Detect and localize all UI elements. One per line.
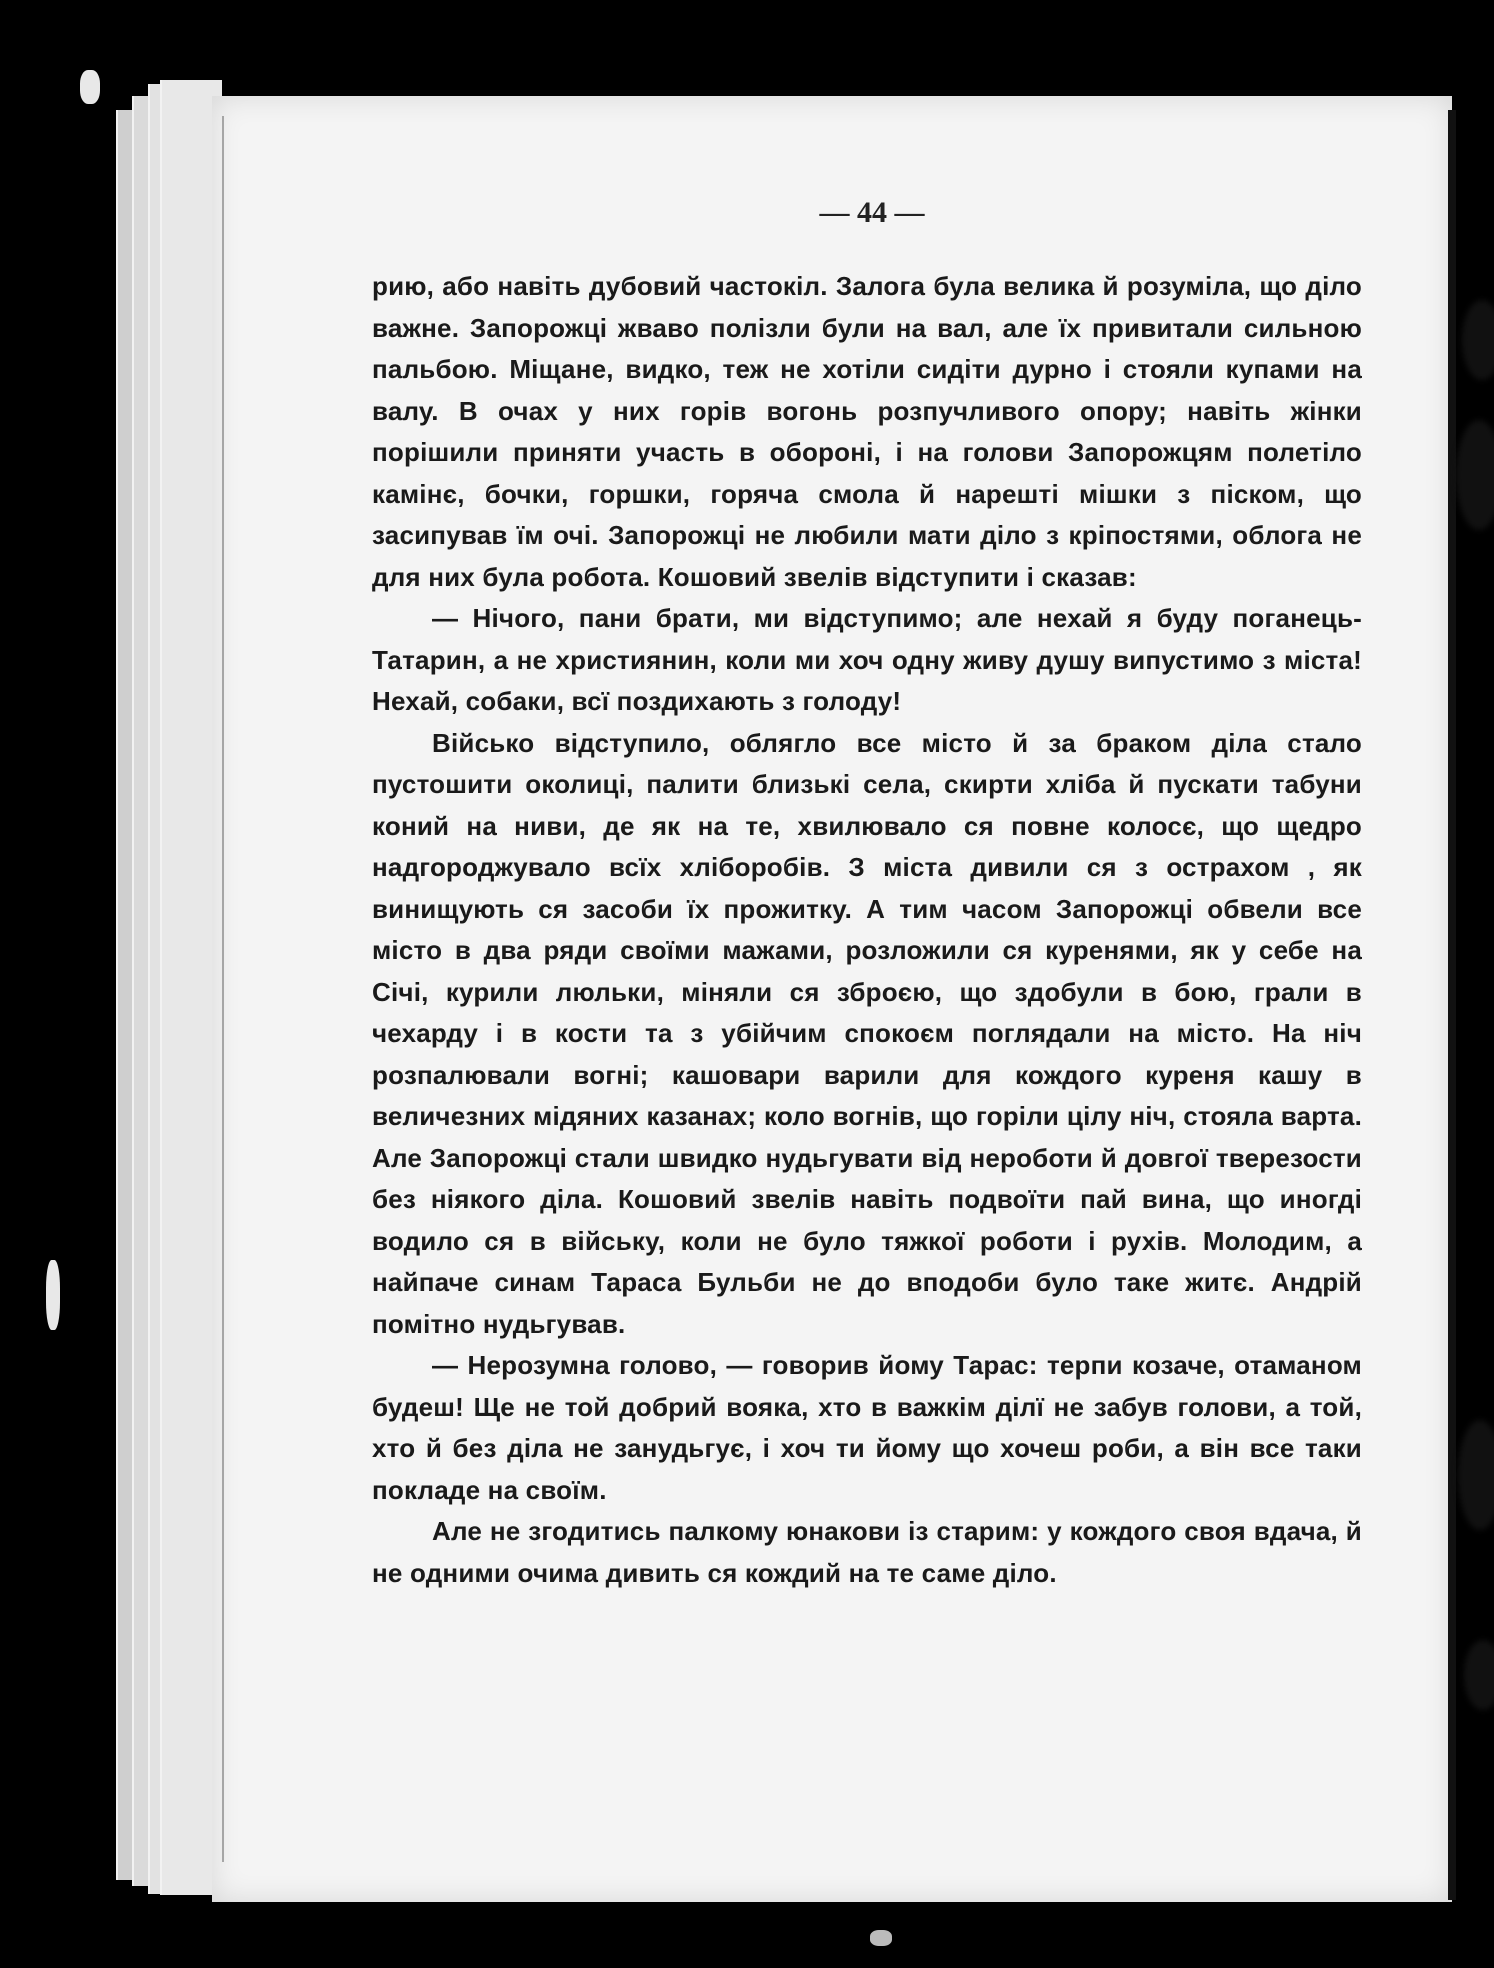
paragraph: рию, або навіть дубовий частокіл. Залога була велика й розуміла, що діло важне. Запорожці жваво полізли були на вал, але їх привитали сильною пальбою. Міщане, видко, теж не хотіли сидіти дурно і стояли купами на валу. В очах у них горів вогонь розпучливого опору; навіть жінки порішили приняти участь в обороні, і на голови Запорожцям полетіло камінє, бочки, горшки, горяча смола й нарешті мішки з піском, що засипував їм очі. Запорожці не любили мати діло з кріпостями, облога не для них була робота. Кошовий звелів відступити і сказав: bbox=[372, 271, 1362, 592]
scan-speck bbox=[46, 1260, 60, 1330]
page-number: — 44 — bbox=[819, 196, 925, 229]
paragraph: — Нічого, пани брати, ми відступимо; але нехай я буду поганець-Татарин, а не християнин, коли ми хоч одну живу душу випустимо з міста! Нехай, собаки, всї поздихають з голоду! bbox=[372, 603, 1362, 716]
paragraph: — Нерозумна голово, — говорив йому Тарас: терпи козаче, отаманом будеш! Ще не той добрий вояка, хто в важкім ділї не забув голови, а той, хто й без діла не занудьгує, і хоч ти йому що хочеш роби, а він все таки покладе на своїм. bbox=[372, 1350, 1362, 1505]
ink-blot bbox=[1462, 300, 1494, 380]
paragraph: Але не згодитись палкому юнакови із старим: у кождого своя вдача, й не одними очима дивить ся кождий на те саме діло. bbox=[372, 1516, 1362, 1588]
ink-blot bbox=[1464, 1640, 1494, 1710]
binding-shadow bbox=[1448, 110, 1456, 1900]
paragraph: Військо відступило, облягло все місто й за браком діла стало пустошити околиці, палити близькі села, скирти хліба й пускати табуни коний на ниви, де як на те, хвилювало ся повне колосє, що щедро надгороджувало всїх хліборобів. З міста дивили ся з острахом , як винищують ся засоби їх прожитку. А тим часом Запорожці обвели все місто в два ряди своїми мажами, розложили ся куренями, як у себе на Січі, курили люльки, міняли ся зброєю, що здобули в бою, грали в чехарду і в кости та з убійчим спокоєм поглядали на місто. На ніч розпалювали вогні; кашовари варили для кождого куреня кашу в величезних мідяних казанах; коло вогнів, що горіли цілу ніч, стояла варта. Але Запорожці стали швидко нудьгувати від нероботи й довгої тверезости без ніякого діла. Кошовий звелів навіть подвоїти пай вина, що иногді водило ся в війську, коли не було тяжкої роботи і рухів. Молодим, а найпаче синам Тараса Бульби не до вподоби було таке житє. Андрій помітно нудьгував. bbox=[372, 727, 1362, 1339]
book-page bbox=[212, 96, 1452, 1902]
scan-speck bbox=[80, 70, 100, 104]
ink-blot bbox=[1456, 420, 1494, 530]
page-body-text bbox=[372, 266, 1362, 1594]
scan-speck bbox=[870, 1930, 892, 1946]
ink-blot bbox=[1458, 1420, 1494, 1530]
